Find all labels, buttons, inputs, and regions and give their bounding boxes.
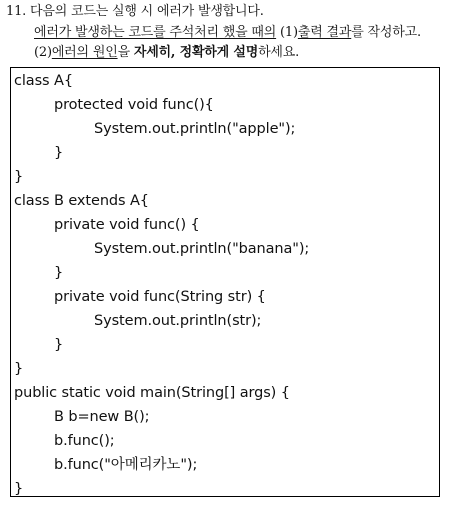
code-line: class B extends A{: [14, 193, 149, 209]
question-text-3-particle: 을: [117, 45, 134, 60]
code-line: b.func();: [54, 433, 115, 449]
code-line: private void func(String str) {: [54, 289, 266, 305]
question-line-1: [6, 4, 264, 20]
code-line: System.out.println("banana");: [94, 241, 310, 257]
item-one-marker: (1): [276, 25, 298, 40]
code-line: }: [14, 169, 24, 185]
bold-explain-text: 자세히, 정확하게 설명: [133, 45, 259, 60]
code-line: protected void func(){: [54, 97, 214, 113]
code-box: [10, 67, 440, 497]
code-line: }: [54, 337, 64, 353]
question-text-1: 11. 다음의 코드는 실행 시 에러가 발생합니다.: [6, 4, 264, 19]
code-line: System.out.println(str);: [94, 313, 262, 329]
code-line: public static void main(String[] args) {: [14, 385, 290, 401]
question-text-2-end: 를 작성하고.: [351, 25, 421, 40]
code-line: System.out.println("apple");: [94, 121, 296, 137]
question-text-3-end: 하세요.: [258, 45, 300, 60]
code-line: }: [54, 265, 64, 281]
question-line-3: [34, 45, 299, 61]
question-line-2: [34, 25, 421, 41]
item-two-marker: (2): [34, 45, 52, 60]
code-line: }: [54, 145, 64, 161]
code-line: private void func() {: [54, 217, 200, 233]
code-line: }: [14, 481, 24, 497]
underlined-error-cause-text: 에러의 원인: [51, 45, 118, 60]
code-line: B b=new B();: [54, 409, 150, 425]
code-line: }: [14, 361, 24, 377]
code-line: class A{: [14, 73, 73, 89]
underlined-output-result-text: 출력 결과: [297, 25, 352, 40]
code-line: b.func("아메리카노");: [54, 457, 198, 473]
underlined-error-code-text: 에러가 발생하는 코드를 주석처리 했을 때의: [34, 25, 277, 40]
